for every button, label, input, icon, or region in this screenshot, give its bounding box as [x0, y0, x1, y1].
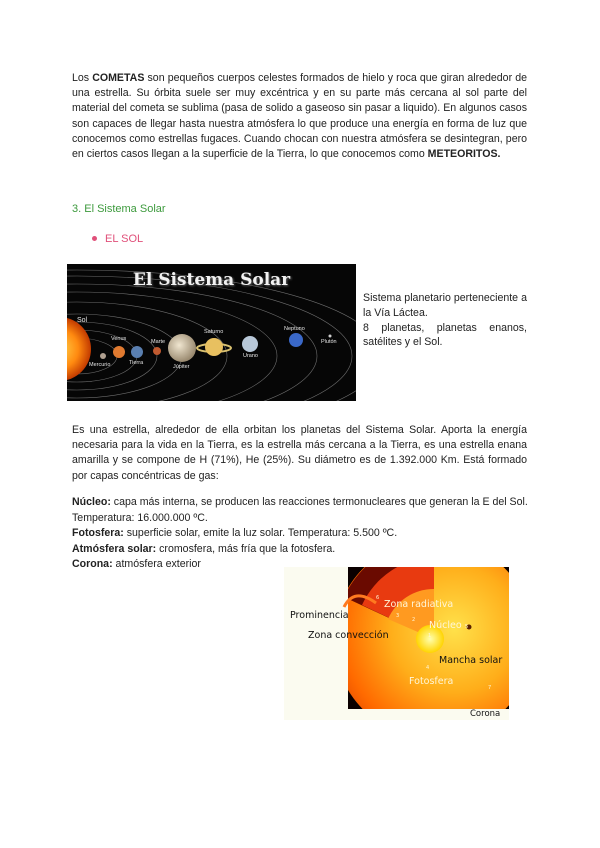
number-1: 1: [428, 633, 432, 639]
bullet-label: EL SOL: [105, 233, 144, 245]
bullet-item: [92, 233, 143, 245]
label-zona-radiativa: Zona radiativa: [384, 599, 454, 610]
layer-item-corona: Corona: atmósfera exterior: [72, 558, 201, 570]
label-mancha-solar: Mancha solar: [439, 655, 503, 666]
caption-line-2: 8 planetas, planetas enanos, satélites y el Sol.: [363, 321, 527, 349]
caption-line-1: Sistema planetario perteneciente a la Vía Láctea.: [363, 292, 527, 319]
layer-item-nucleo: Núcleo: capa más interna, se producen las reacciones termonucleares que generan la E del Sol. Temperatura: 16.000.000 ºC.: [72, 496, 528, 524]
sun-paragraph: Es una estrella, alrededor de ella orbitan los planetas del Sistema Solar. Aporta la energía necesaria para la vida en la Tierra, es la estrella más cercana a la Tierra, es una estrella enana amarilla y se compone de H (71%), He (25%). Su diámetro es de 1.392.000 Km. Está formado por capas concéntricas de gas:: [72, 424, 527, 482]
layer-item-fotosfera: Fotosfera: superficie solar, emite la luz solar. Temperatura: 5.500 ºC.: [72, 527, 398, 539]
label-sol: Sol: [77, 317, 88, 324]
sun-icon: [67, 317, 91, 381]
meteorites-term: METEORITOS.: [427, 148, 501, 161]
number-4: 4: [426, 665, 430, 671]
solar-system-caption: [363, 291, 527, 350]
label-mercurio: Mercurio: [89, 362, 111, 368]
label-marte: Marte: [151, 339, 166, 345]
bullet-dot-icon: [92, 236, 97, 241]
label-saturno: Saturno: [204, 329, 224, 335]
number-5: 5: [465, 624, 469, 630]
sun-layers-list: [72, 495, 532, 573]
label-fotosfera: Fotosfera: [409, 676, 454, 687]
solar-image-title: El Sistema Solar: [132, 270, 291, 290]
number-2: 2: [412, 617, 416, 623]
label-neptuno: Neptuno: [284, 326, 305, 332]
label-venus: Venus: [111, 336, 127, 342]
sun-structure-image: [284, 567, 509, 720]
solar-system-image: [67, 264, 356, 401]
label-jupiter: Júpiter: [173, 364, 190, 370]
comets-term: COMETAS: [92, 72, 145, 84]
number-6: 6: [376, 595, 380, 601]
label-zona-conveccion: Zona convección: [308, 630, 389, 641]
sun-structure-illustration: [284, 567, 509, 720]
number-7: 7: [488, 685, 492, 691]
comets-paragraph: Los COMETAS son pequeños cuerpos celestes formados de hielo y roca que giran alrededor de una estrella. Su órbita suele ser muy excéntrica y en su parte más cercana al sol parte del material del cometa se sublima (pasa de solido a gaseoso sin pasar a liquido). En algunos casos son capaces de llegar hasta nuestra atmósfera lo que produce una energía en forma de luz que conocemos como estrellas fugaces. Cuando chocan con nuestra atmósfera se desintegran, pero en ciertos casos llegan a la superficie de la Tierra, lo que conocemos como METEORITOS.: [72, 72, 527, 161]
layer-item-atmosfera: Atmósfera solar: cromosfera, más fría que la fotosfera.: [72, 542, 336, 555]
section-heading: 3. El Sistema Solar: [72, 203, 166, 215]
number-3: 3: [396, 613, 400, 619]
label-nucleo: Núcleo: [429, 620, 462, 631]
label-corona: Corona: [470, 709, 501, 719]
label-urano: Urano: [243, 353, 258, 359]
label-tierra: Tierra: [129, 360, 144, 366]
label-pluton: Plutón: [321, 339, 337, 345]
label-prominencia: Prominencia: [290, 610, 349, 621]
